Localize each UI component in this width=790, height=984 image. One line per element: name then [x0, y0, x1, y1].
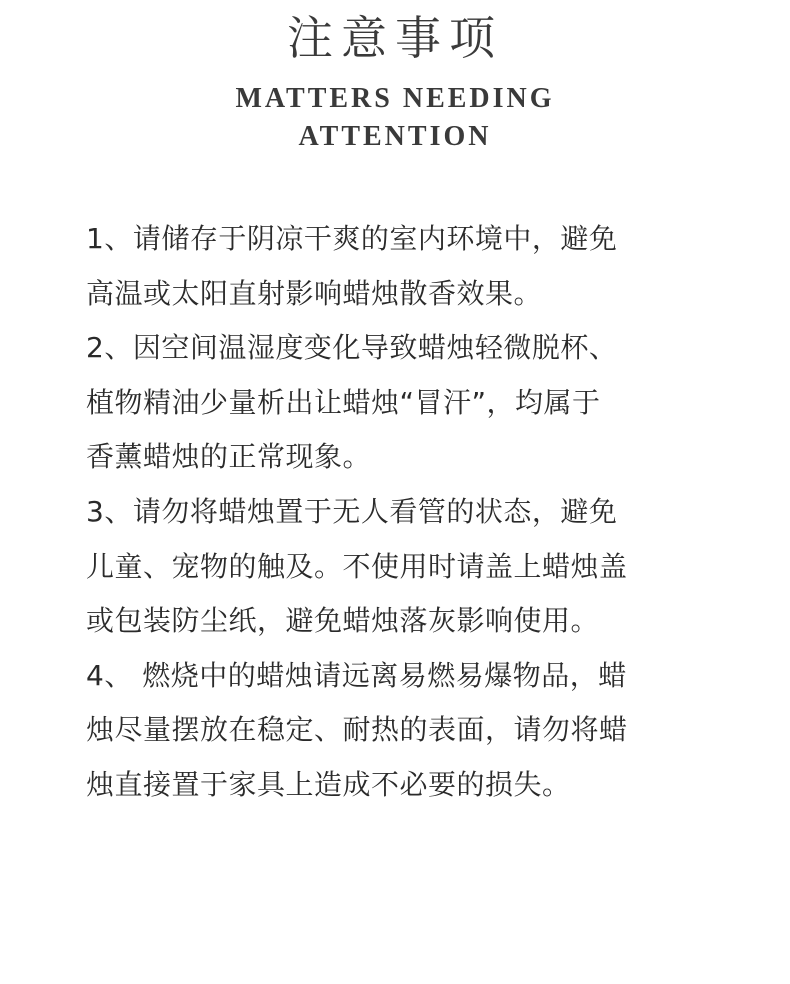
title-english-line: MATTERS NEEDING	[235, 83, 555, 114]
note-1-line: 高温或太阳直射影响蜡烛散香效果。	[86, 276, 543, 310]
note-2-line: 2、因空间温湿度变化导致蜡烛轻微脱杯、	[86, 331, 618, 365]
notes-body	[86, 212, 726, 813]
note-3-line: 3、请勿将蜡烛置于无人看管的状态，避免	[86, 494, 618, 528]
note-4-line: 4、 燃烧中的蜡烛请远离易燃易爆物品，蜡	[86, 658, 627, 692]
note-4-line: 烛尽量摆放在稳定、耐热的表面，请勿将蜡	[86, 713, 628, 747]
page-title-english	[0, 80, 790, 156]
note-1-line: 1、请储存于阴凉干爽的室内环境中，避免	[86, 222, 618, 255]
note-3-line: 或包装防尘纸，避免蜡烛落灰影响使用。	[86, 604, 600, 638]
note-2-line: 香薰蜡烛的正常现象。	[86, 440, 372, 474]
title-english-line: ATTENTION	[298, 121, 492, 152]
page-title-chinese: 注意事项	[287, 11, 503, 65]
note-3-line: 儿童、宠物的触及。不使用时请盖上蜡烛盖	[86, 549, 628, 583]
note-2-line: 植物精油少量析出让蜡烛“冒汗”，均属于	[86, 385, 601, 419]
note-4-line: 烛直接置于家具上造成不必要的损失。	[86, 767, 571, 801]
